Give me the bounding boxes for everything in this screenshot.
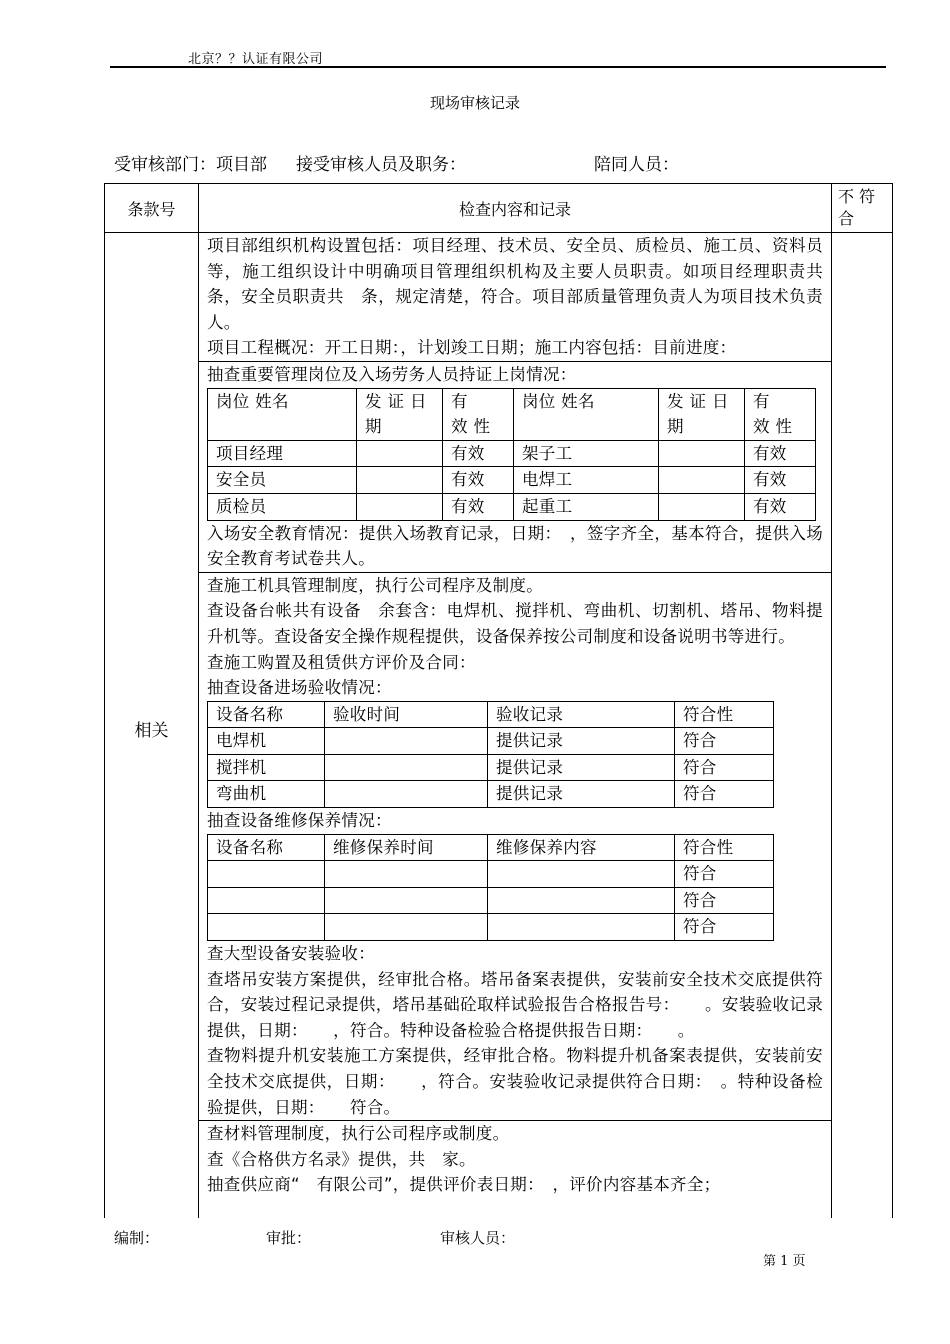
- maint-h-name: 设备名称: [208, 834, 325, 861]
- staff-cell: [659, 467, 745, 494]
- page-number: 第 1 页: [763, 1254, 806, 1269]
- org-section: [199, 233, 840, 362]
- maint-cell: [488, 861, 675, 888]
- company-name: 北京？？认证有限公司: [188, 52, 324, 67]
- maint-h-conform: 符合性: [675, 834, 774, 861]
- accept-cell: 电焊机: [208, 728, 325, 755]
- staff-h-date1: 发证日期: [357, 388, 443, 440]
- accept-cell: 弯曲机: [208, 781, 325, 808]
- staff-cell: [659, 493, 745, 520]
- maint-h-content: 维修保养内容: [488, 834, 675, 861]
- accept-cell: 符合: [675, 728, 774, 755]
- staff-cell: 有效: [745, 493, 816, 520]
- col-clause-header: 条款号: [105, 184, 199, 233]
- col-content-header: 检查内容和记录: [199, 184, 832, 233]
- maint-cell: [325, 861, 488, 888]
- large-para-3: 查物料提升机安装施工方案提供，经审批合格。物料提升机备案表提供，安装前安全技术交底提供，日期： ，符合。安装验收记录提供符合日期： 。特种设备检验提供，日期： 符合。: [207, 1046, 823, 1117]
- staff-table: [207, 388, 816, 521]
- document-title: 现场审核记录: [429, 94, 520, 112]
- maintenance-table: [207, 834, 774, 941]
- staff-cell: 有效: [745, 467, 816, 494]
- staff-h-post1: 岗位 姓名: [208, 388, 357, 440]
- accept-cell: [325, 754, 488, 781]
- staff-cell: 安全员: [208, 467, 357, 494]
- material-para-1: 查材料管理制度，执行公司程序或制度。: [207, 1124, 510, 1144]
- staff-h-post2: 岗位 姓名: [514, 388, 659, 440]
- material-para-3: 抽查供应商“ 有限公司”，提供评价表日期： ，评价内容基本齐全；: [207, 1175, 721, 1195]
- overflow-spacer: [207, 1198, 823, 1218]
- material-para-2: 查《合格供方名录》提供，共 家。: [207, 1149, 476, 1169]
- auditor-label: 审核人员：: [440, 1229, 516, 1247]
- safety-edu-section: [199, 521, 831, 573]
- table-row: [208, 887, 774, 914]
- staff-cell: 有效: [443, 440, 514, 467]
- staff-cell: 电焊工: [514, 467, 659, 494]
- accept-cell: 提供记录: [488, 781, 675, 808]
- maint-cell: [208, 887, 325, 914]
- table-row: [208, 493, 816, 520]
- accept-h-record: 验收记录: [488, 701, 675, 728]
- maint-cell: [208, 861, 325, 888]
- staff-cell: 项目经理: [208, 440, 357, 467]
- large-para-1: 查大型设备安装验收：: [207, 944, 375, 964]
- accept-cell: 搅拌机: [208, 754, 325, 781]
- accept-intro: 抽查设备进场验收情况：: [207, 678, 392, 698]
- staff-cell: 起重工: [514, 493, 659, 520]
- maint-cell: [488, 887, 675, 914]
- prepared-label: 编制：: [114, 1229, 160, 1247]
- auditee-label: 接受审核人员及职务：: [296, 155, 466, 175]
- maint-cell: [325, 914, 488, 941]
- table-row: [208, 781, 774, 808]
- machinery-para-2: 查设备台帐共有设备 余套含：电焊机、搅拌机、弯曲机、切割机、塔吊、物料提升机等。查设备安全操作规程提供，设备保养按公司制度和设备说明书等进行。: [207, 601, 823, 646]
- staff-h-valid2: 有 效性: [745, 388, 816, 440]
- table-row: [208, 440, 816, 467]
- accompany-label: 陪同人员：: [594, 155, 679, 175]
- staff-cell: [357, 493, 443, 520]
- overview-para: 项目工程概况：开工日期：，计划竣工日期；施工内容包括：目前进度：: [207, 338, 737, 358]
- table-row: [105, 233, 893, 1219]
- maint-cell: 符合: [675, 914, 774, 941]
- machinery-para-1: 查施工机具管理制度，执行公司程序及制度。: [207, 575, 543, 595]
- nonconform-cell: [832, 233, 893, 1219]
- audit-record-table: [104, 183, 893, 1218]
- dept-label: 受审核部门：项目部: [114, 155, 267, 175]
- col-nonconform-header: 不符合: [832, 184, 893, 233]
- staff-cell: 质检员: [208, 493, 357, 520]
- large-equipment-section: [199, 941, 831, 1121]
- accept-h-time: 验收时间: [325, 701, 488, 728]
- staff-intro: 抽查重要管理岗位及入场劳务人员持证上岗情况：: [207, 364, 577, 384]
- clause-cell: 相关: [105, 233, 199, 1219]
- maint-intro: 抽查设备维修保养情况：: [207, 811, 392, 831]
- maint-cell: 符合: [675, 861, 774, 888]
- staff-cell: 架子工: [514, 440, 659, 467]
- large-para-2: 查塔吊安装方案提供，经审批合格。塔吊备案表提供，安装前安全技术交底提供符合，安装过程记录提供，塔吊基础砼取样试验报告合格报告号： 。安装验收记录提供，日期： ，符合。特种设备检验合格提供报告日期： 。: [207, 969, 823, 1040]
- staff-cell: [659, 440, 745, 467]
- staff-cell: [357, 467, 443, 494]
- table-row: [208, 754, 774, 781]
- staff-cell: 有效: [443, 467, 514, 494]
- staff-h-date2: 发证日期: [659, 388, 745, 440]
- accept-h-conform: 符合性: [675, 701, 774, 728]
- acceptance-table: [207, 701, 774, 808]
- accept-h-name: 设备名称: [208, 701, 325, 728]
- approved-label: 审批：: [266, 1229, 312, 1247]
- staff-header-row: [208, 388, 816, 440]
- accept-cell: [325, 728, 488, 755]
- maint-cell: 符合: [675, 887, 774, 914]
- staff-cell: 有效: [745, 440, 816, 467]
- maint-cell: [208, 914, 325, 941]
- accept-header-row: [208, 701, 774, 728]
- accept-cell: 符合: [675, 781, 774, 808]
- table-row: [208, 914, 774, 941]
- staff-cell: 有效: [443, 493, 514, 520]
- content-cell: [199, 233, 840, 1219]
- maint-cell: [488, 914, 675, 941]
- maint-h-time: 维修保养时间: [325, 834, 488, 861]
- machinery-para-3: 查施工购置及租赁供方评价及合同：: [207, 652, 476, 672]
- accept-cell: 符合: [675, 754, 774, 781]
- staff-h-valid1: 有 效性: [443, 388, 514, 440]
- maint-header-row: [208, 834, 774, 861]
- staff-cell: [357, 440, 443, 467]
- org-para: 项目部组织机构设置包括：项目经理、技术员、安全员、质检员、施工员、资料员等，施工组织设计中明确项目管理组织机构及主要人员职责。如项目经理职责共 条，安全员职责共 条，规定清楚，符合。项目部质量管理负责人为项目技术负责人。: [207, 236, 840, 332]
- table-row: [208, 467, 816, 494]
- table-row: [208, 728, 774, 755]
- accept-cell: 提供记录: [488, 728, 675, 755]
- safety-edu-para: 入场安全教育情况：提供入场教育记录，日期： ，签字齐全，基本符合，提供入场安全教育考试卷共人。: [207, 523, 823, 569]
- maint-cell: [325, 887, 488, 914]
- accept-cell: 提供记录: [488, 754, 675, 781]
- accept-cell: [325, 781, 488, 808]
- table-row: [208, 861, 774, 888]
- table-header-row: [105, 184, 893, 233]
